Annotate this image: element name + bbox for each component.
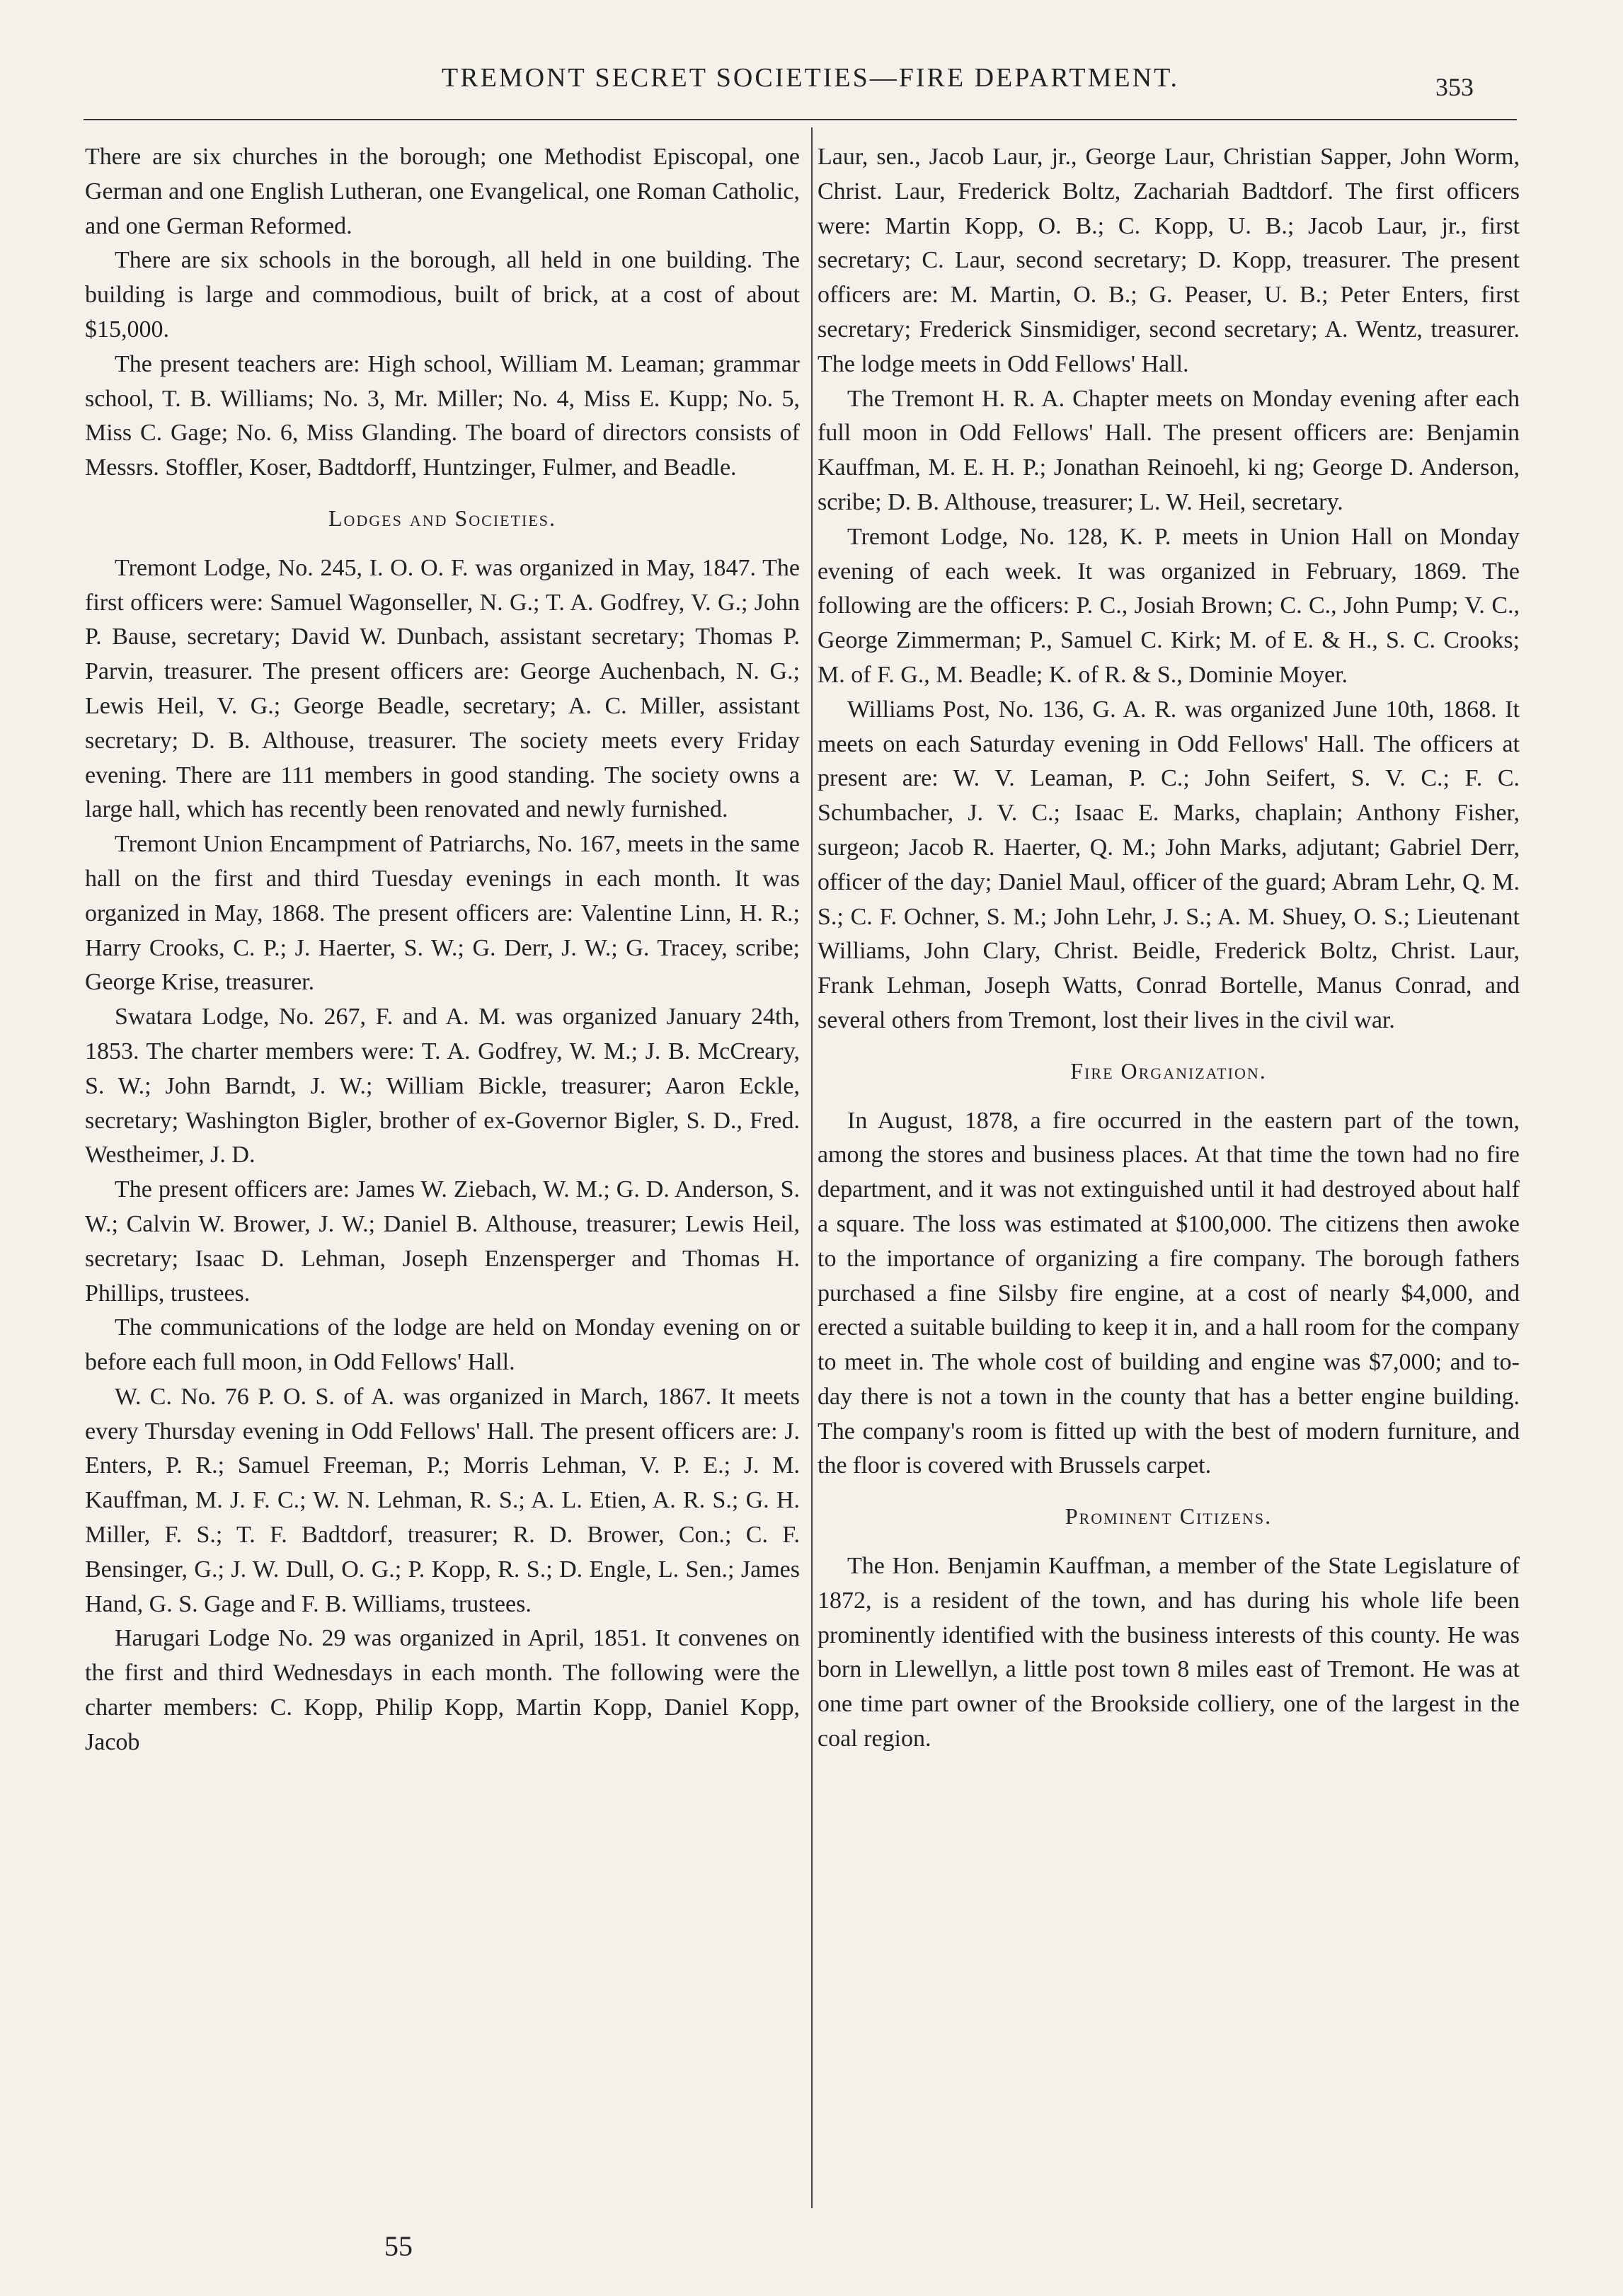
section-heading-fire: Fire Organization. [1070,1057,1267,1084]
paragraph-swatara-officers: The present officers are: James W. Ziebach, W. M.; G. D. Anderson, S. W.; Calvin W. Brower, J. W.; Daniel B. Althouse, treasurer; Lewis Heil, secretary; Isaac D. Lehman, Joseph Enzensperger and Thomas H. Phillips, trustees. [85,1176,800,1307]
running-head: TREMONT SECRET SOCIETIES—FIRE DEPARTMENT. [442,63,1179,93]
paragraph-hra-chapter: The Tremont H. R. A. Chapter meets on Monday evening after each full moon in Odd Fellows' Hall. The present officers are: Benjamin Kauffman, M. E. H. P.; Jonathan Reinoehl, ki ng; George D. Anderson, scribe; D. B. Althouse, treasurer; L. W. Heil, secretary. [818,385,1520,515]
paragraph-teachers: The present teachers are: High school, William M. Leaman; grammar school, T. B. Williams; No. 3, Mr. Miller; No. 4, Miss E. Kupp; No. 5, Miss C. Gage; No. 6, Miss Glanding. The board of directors consists of Messrs. Stoffler, Koser, Badtdorff, Huntzinger, Fulmer, and Beadle. [85,350,800,481]
paragraph-tremont-lodge-kp: Tremont Lodge, No. 128, K. P. meets in Union Hall on Monday evening of each week. It was organized in February, 1869. The following are the officers: P. C., Josiah Brown; C. C., John Pump; V. C., George Zimmerman; P., Samuel C. Kirk; M. of E. & H., S. C. Crooks; M. of F. G., M. Beadle; K. of R. & S., Dominie Moyer. [818,523,1520,688]
right-column [818,140,1520,1757]
paragraph-kauffman: The Hon. Benjamin Kauffman, a member of the State Legislature of 1872, is a resident of the town, and has during his whole life been prominently identified with the business interests of this county. He was born in Llewellyn, a little post town 8 miles east of Tremont. He was at one time part owner of the Brookside colliery, one of the largest in the coal region. [818,1553,1520,1752]
left-column [85,140,800,1760]
signature-mark: 55 [384,2230,413,2262]
paragraph-harugari-lodge: Harugari Lodge No. 29 was organized in April, 1851. It convenes on the first and third Wednesdays in each month. The following were the charter members: C. Kopp, Philip Kopp, Martin Kopp, Daniel Kopp, Jacob [85,1625,800,1755]
paragraph-churches: There are six churches in the borough; one Methodist Episcopal, one German and one English Lutheran, one Evangelical, one Roman Catholic, and one German Reformed. [85,144,800,239]
paragraph-communications: The communications of the lodge are held on Monday evening on or before each full moon, in Odd Fellows' Hall. [85,1314,800,1376]
column-divider [811,127,813,2208]
header-rule [84,119,1517,120]
page-header [0,62,1623,105]
paragraph-williams-post: Williams Post, No. 136, G. A. R. was organized June 10th, 1868. It meets on each Saturday evening in Odd Fellows' Hall. The officers at present are: W. V. Leaman, P. C.; John Seifert, S. V. C.; F. C. Schumbacher, J. V. C.; Isaac E. Marks, chaplain; Anthony Fisher, surgeon; Jacob R. Haerter, Q. M.; John Marks, adjutant; Gabriel Derr, officer of the day; Daniel Maul, officer of the guard; Abram Lehr, Q. M. S.; C. F. Ochner, S. M.; John Lehr, J. S.; A. M. Shuey, O. S.; Lieutenant Williams, John Clary, Christ. Beidle, Frederick Boltz, Christ. Laur, Frank Lehman, Joseph Watts, Conrad Bortelle, Manus Conrad, and several others from Tremont, lost their lives in the civil war. [818,696,1520,1033]
paragraph-fire: In August, 1878, a fire occurred in the eastern part of the town, among the stores and business places. At that time the town had no fire department, and it was not extinguished until it had destroyed about half a square. The loss was estimated at $100,000. The citizens then awoke to the importance of organizing a fire company. The borough fathers purchased a fine Silsby fire engine, at a cost of nearly $4,000, and erected a suitable building to keep it in, and a hall room for the company to meet in. The whole cost of building and engine was $7,000; and to-day there is not a town in the county that has a better engine building. The company's room is fitted up with the best of modern furniture, and the floor is covered with Brussels carpet. [818,1107,1520,1479]
section-heading-lodges: Lodges and Societies. [328,505,557,531]
paragraph-tremont-lodge-ioof: Tremont Lodge, No. 245, I. O. O. F. was organized in May, 1847. The first officers were: Samuel Wagonseller, N. G.; T. A. Godfrey, V. G.; John P. Bause, secretary; David W. Dunbach, assistant secretary; Thomas P. Parvin, treasurer. The present officers are: George Auchenbach, N. G.; Lewis Heil, V. G.; George Beadle, secretary; A. C. Miller, assistant secretary; D. B. Althouse, treasurer. The society meets every Friday evening. There are 111 members in good standing. The society owns a large hall, which has recently been renovated and newly furnished. [85,554,800,823]
paragraph-schools: There are six schools in the borough, all held in one building. The building is large and commodious, built of brick, at a cost of about $15,000. [85,247,800,343]
section-heading-citizens: Prominent Citizens. [1065,1503,1273,1529]
page-number: 353 [1435,73,1474,101]
paragraph-swatara-lodge: Swatara Lodge, No. 267, F. and A. M. was organized January 24th, 1853. The charter members were: T. A. Godfrey, W. M.; J. B. McCreary, S. W.; John Barndt, J. W.; William Bickle, treasurer; Aaron Eckle, secretary; Washington Bigler, brother of ex-Governor Bigler, S. D., Fred. Westheimer, J. D. [85,1004,800,1169]
paragraph-posa: W. C. No. 76 P. O. S. of A. was organized in March, 1867. It meets every Thursday evening in Odd Fellows' Hall. The present officers are: J. Enters, P. R.; Samuel Freeman, P.; Morris Lehman, V. P. E.; J. M. Kauffman, M. J. F. C.; W. N. Lehman, R. S.; A. L. Etien, A. R. S.; G. H. Miller, F. S.; T. F. Badtdorf, treasurer; R. D. Brower, Con.; C. F. Bensinger, G.; J. W. Dull, O. G.; P. Kopp, R. S.; D. Engle, L. Sen.; James Hand, G. S. Gage and F. B. Williams, trustees. [85,1383,800,1617]
paragraph-encampment: Tremont Union Encampment of Patriarchs, No. 167, meets in the same hall on the first and third Tuesday evenings in each month. It was organized in May, 1868. The present officers are: Valentine Linn, H. R.; Harry Crooks, C. P.; J. Haerter, S. W.; G. Derr, J. W.; G. Tracey, scribe; George Krise, treasurer. [85,831,800,996]
paragraph-harugari-continued: Laur, sen., Jacob Laur, jr., George Laur, Christian Sapper, John Worm, Christ. Laur, Frederick Boltz, Zachariah Badtdorf. The first officers were: Martin Kopp, O. B.; C. Kopp, U. B.; Jacob Laur, jr., first secretary; C. Laur, second secretary; D. Kopp, treasurer. The present officers are: M. Martin, O. B.; G. Peaser, U. B.; Peter Enters, first secretary; Frederick Sinsmidiger, second secretary; A. Wentz, treasurer. The lodge meets in Odd Fellows' Hall. [818,144,1520,377]
